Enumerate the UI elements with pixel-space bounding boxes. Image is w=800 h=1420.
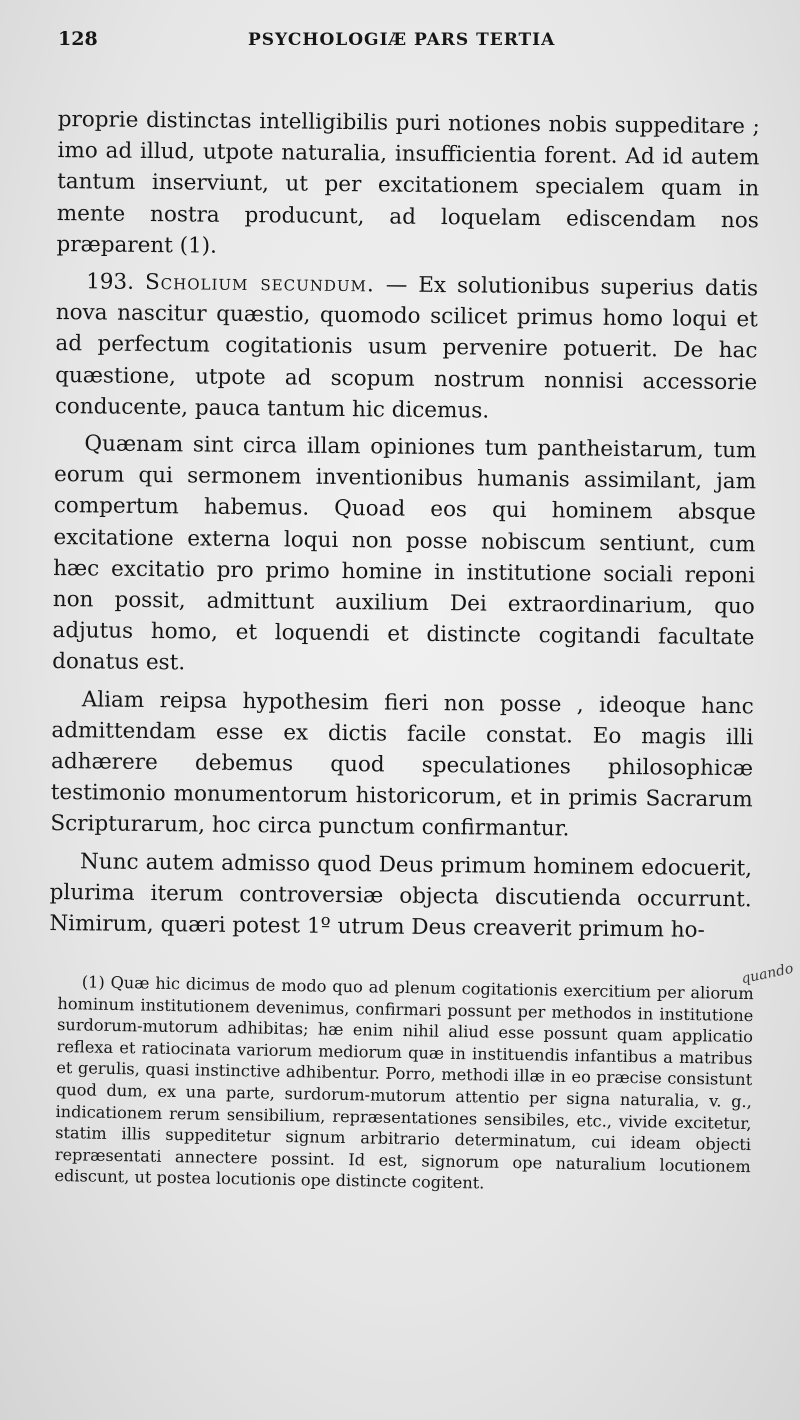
section-number: 193. xyxy=(86,269,135,295)
footnote xyxy=(54,971,760,1199)
paragraph-3: Quænam sint circa illam opiniones tum pantheistarum, tum eorum qui sermonem inventionibus humanis assimilant, jam compertum habemus. Quoad eos qui hominem absque excitatione externa loqui non posse nobiscum sentiunt, cum hæc excitatio pro primo homine in institutione sociali reponi non possit, admittunt auxilium Dei extraordinarium, quo adjutus homo, et loquendi et distincte cogitandi facultate donatus est. xyxy=(52,431,757,676)
paragraph-4: Aliam reipsa hypothesim fieri non posse , ideoque hanc admittendam esse ex dictis facile constat. Eo magis illi adhærere debemus quod speculationes philosophicæ testimonio monumentorum historicorum, et in primis Sacrarum Scripturarum, hoc circa punctum confirmantur. xyxy=(50,686,754,842)
page-number: 128 xyxy=(58,28,98,50)
paragraph-2-text: — Ex solutionibus superius datis nova nascitur quæstio, quomodo scilicet primus homo loqui et ad perfectum cogitationis usum pervenire potuerit. De hac quæstione, utpote ad scopum nostrum nonnisi accessorie conducente, pauca tantum hic dicemus. xyxy=(54,272,759,424)
paragraph-2 xyxy=(55,266,759,429)
page-header xyxy=(58,28,760,68)
footnote-text: (1) Quæ hic dicimus de modo quo ad plenum cogitationis exercitium per aliorum hominum institutionem devenimus, confirmari possunt per methodos in institutione surdorum-mutorum adhibitas; hæ enim nihil aliud esse possunt quam applicatio reflexa et ratiocinata variorum mediorum quæ in instituendis infantibus a matribus et gerulis, quasi instinctive adhibentur. Porro, methodi illæ in eo præcise consistunt quod dum, ex una parte, surdorum-mutorum attentio per signa naturalia, v. g., indicationem rerum sensibilium, repræsentationes sensibiles, etc., vivide excitetur, statim illis suppeditetur signum arbitrario determinatum, cui ideam objecti repræsentati annectere possint. Id est, signorum ope naturalium locutionem ediscunt, ut postea locutionis ope distincte cogitent. xyxy=(54,972,754,1194)
main-text xyxy=(49,104,760,947)
paragraph-5: Nunc autem admisso quod Deus primum hominem edocuerit, plurima iterum controversiæ objecta discutienda occurrunt. Nimirum, quæri potest 1º utrum Deus creaverit primum ho- xyxy=(49,848,753,943)
handwritten-margin-note: quando xyxy=(740,960,796,988)
paragraph-1: proprie distinctas intelligibilis puri notiones nobis suppeditare ; imo ad illud, utpote naturalia, insufficientia forent. Ad id autem tantum inserviunt, ut per excitationem specialem quam in mente nostra producunt, ad loquelam ediscendam nos præparent (1). xyxy=(56,106,760,259)
section-title: Scholium secundum. xyxy=(144,269,375,298)
running-title: PSYCHOLOGIÆ PARS TERTIA xyxy=(248,30,556,50)
